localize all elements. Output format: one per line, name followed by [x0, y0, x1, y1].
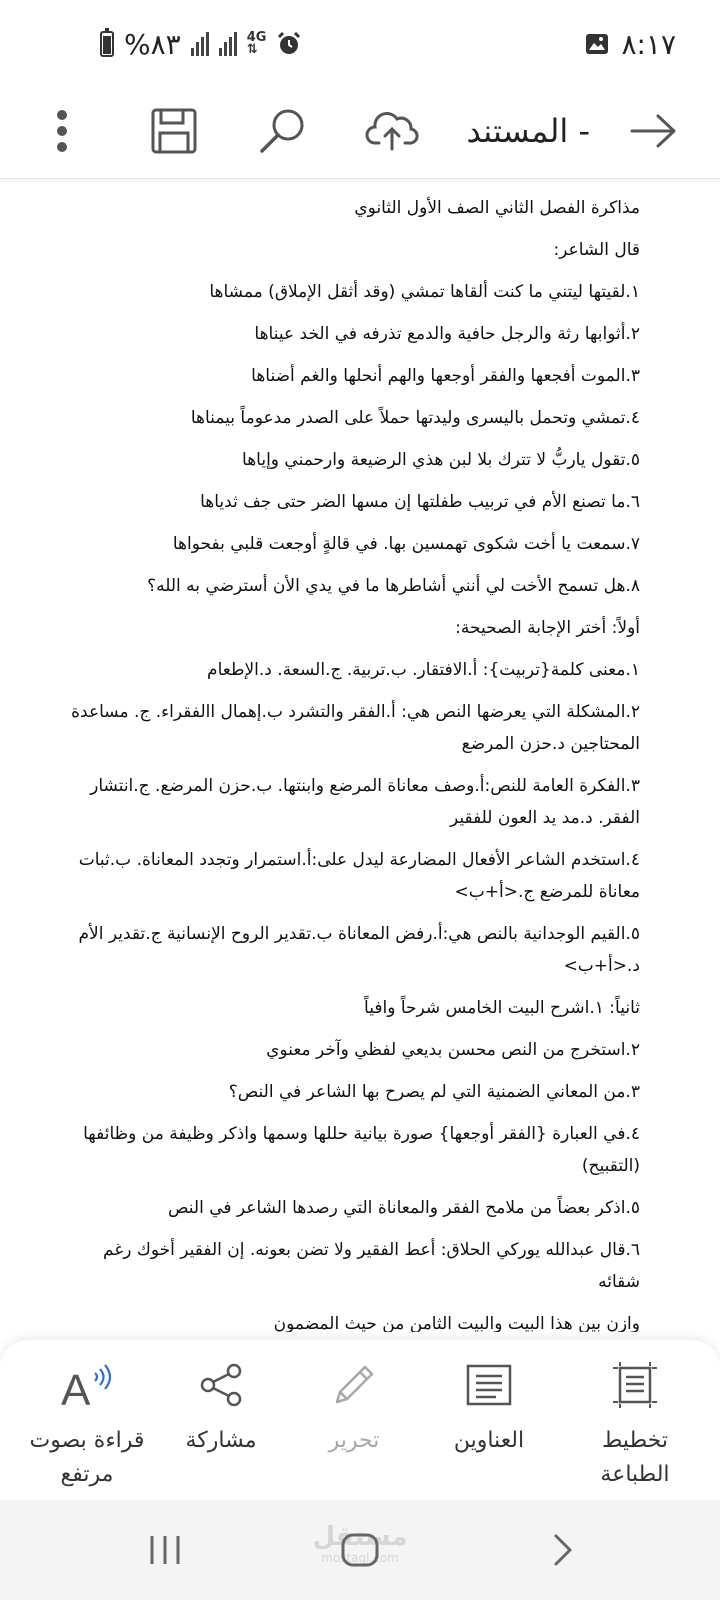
document-line: ٧.سمعت يا أخت شكوى تهمسين بها. في قالةٍ أوجعت قلبي بفحواها	[172, 534, 640, 554]
headings-button[interactable]	[424, 1350, 554, 1458]
search-button[interactable]	[252, 96, 312, 166]
edit-label: تحرير	[328, 1428, 380, 1453]
network-label: 4G	[246, 30, 267, 45]
status-bar	[0, 0, 720, 86]
alarm-icon	[276, 31, 302, 57]
document-line: ٢.المشكلة التي يعرضها النص هي: أ.الفقر والتشرد ب.إهمال االفقراء. ج. مساعدة المحتاجين د.حزن المرضع	[71, 702, 640, 754]
watermark-text: مستقل	[312, 1522, 408, 1552]
more-icon	[55, 109, 69, 153]
home-icon	[340, 1532, 380, 1568]
watermark-sub: mostaql.com	[321, 1551, 399, 1565]
nav-back-button[interactable]	[530, 1522, 594, 1578]
save-button[interactable]	[144, 96, 204, 166]
document-line: ٤.في العبارة {الفقر أوجعها} صورة بيانية حللها وسمها واذكر وظيفة من وظائفها (التقبيح)	[83, 1124, 640, 1176]
document-line: ثانياً: ١.اشرح البيت الخامس شرحاً وافياً	[364, 998, 640, 1018]
share-icon	[198, 1362, 244, 1408]
document-line: ٢.استخرج من النص محسن بديعي لفظي وآخر معنوي	[266, 1040, 640, 1060]
svg-text:A: A	[61, 1366, 91, 1411]
back-arrow-icon	[630, 113, 678, 149]
battery-icon	[100, 31, 114, 57]
edit-button[interactable]	[289, 1350, 419, 1458]
document-line: ٥.تقول ياربُّ لا تترك بلا لبن هذي الرضيعة وارحمني وإياها	[242, 450, 640, 470]
document-line: ٥.القيم الوجدانية بالنص هي:أ.رفض المعاناة ب.تقدير الروح الإنسانية ج.تقدير الأم د.<أ+ب>	[78, 924, 640, 976]
headings-icon	[466, 1364, 512, 1406]
back-button[interactable]	[624, 96, 684, 166]
app-toolbar	[0, 86, 720, 179]
document-line: أولاً: أختر الإجابة الصحيحة:	[455, 618, 640, 638]
share-label: مشاركة	[185, 1428, 257, 1453]
read-aloud-label: قراءة بصوت مرتفع	[29, 1428, 145, 1487]
battery-level: %٨٣	[124, 27, 181, 61]
cloud-upload-icon	[365, 109, 419, 153]
document-line: ٣.من المعاني الضمنية التي لم يصرح بها الشاعر في النص؟	[228, 1082, 640, 1102]
nav-back-icon	[550, 1532, 574, 1568]
document-line: ٨.هل تسمح الأخت لي أنني أشاطرها ما في يدي الأن أسترضي به الله؟	[147, 576, 640, 596]
read-aloud-button[interactable]	[20, 1350, 154, 1492]
document-line: مذاكرة الفصل الثاني الصف الأول الثانوي	[354, 198, 640, 218]
search-icon	[258, 107, 306, 155]
more-button[interactable]	[34, 96, 90, 166]
document-line: ٤.تمشي وتحمل باليسرى وليدتها حملاً على الصدر مدعوماً بيمناها	[190, 408, 640, 428]
document-line: ٤.استخدم الشاعر الأفعال المضارعة ليدل على:أ.استمرار وتجدد المعاناة. ب.ثبات معاناة للمرضع ج.<أ+ب>	[78, 850, 640, 902]
document-body[interactable]	[70, 192, 640, 1332]
upload-button[interactable]	[360, 96, 424, 166]
status-right-group	[585, 26, 676, 62]
print-layout-button[interactable]	[570, 1350, 700, 1492]
signal-icon	[191, 32, 209, 56]
document-line: ٣.الفكرة العامة للنص:أ.وصف معاناة المرضع وابنتها. ب.حزن المرضع. ج.انتشار الفقر. د.مد يد العون للفقير	[90, 776, 640, 828]
recent-apps-icon	[148, 1534, 182, 1566]
signal-icon-2	[219, 32, 237, 56]
document-line: ٦.ما تصنع الأم في تربيب طفلتها إن مسها الضر حتى جف ثدياها	[200, 492, 640, 512]
status-left-group	[100, 26, 302, 62]
clock: ٨:١٧	[621, 27, 676, 61]
document-line: ١.معنى كلمة{تربيت}: أ.الافتقار. ب.تربية. ج.السعة. د.الإطعام	[207, 660, 640, 680]
document-line: ٦.قال عبدالله يوركي الحلاق: أعط الفقير ولا تضن بعونه. إن الفقير أخوك رغم شقائه	[103, 1240, 640, 1292]
document-title: المستند -	[466, 112, 590, 150]
print-layout-label: تخطيط الطباعة	[600, 1428, 670, 1487]
document-line: قال الشاعر:	[553, 240, 640, 260]
pencil-icon	[331, 1362, 377, 1408]
system-nav-bar	[0, 1500, 720, 1600]
document-line: ٣.الموت أفجعها والفقر أوجعها والهم أنحلها والغم أضناها	[251, 366, 640, 386]
document-line: ٢.أثوابها رثة والرجل حافية والدمع تذرفه في الخد عيناها	[254, 324, 640, 344]
document-line: ١.لقيتها ليتني ما كنت ألقاها تمشي (وقد أثقل الإملاق) ممشاها	[209, 282, 640, 302]
share-button[interactable]	[156, 1350, 286, 1458]
network-4g-icon: 4G ⇅	[246, 30, 267, 57]
print-layout-icon	[611, 1362, 659, 1408]
gallery-icon	[585, 32, 609, 56]
save-icon	[151, 108, 197, 154]
bottom-action-bar	[0, 1340, 720, 1500]
headings-label: العناوين	[453, 1428, 525, 1453]
home-button[interactable]	[328, 1522, 392, 1578]
read-aloud-icon	[59, 1359, 115, 1411]
recent-apps-button[interactable]	[130, 1522, 200, 1578]
document-line: ٥.اذكر بعضاً من ملامح الفقر والمعاناة التي رصدها الشاعر في النص	[167, 1198, 640, 1218]
document-line: وازن بين هذا البيت والبيت الثامن من حيث المضمون	[273, 1314, 640, 1332]
